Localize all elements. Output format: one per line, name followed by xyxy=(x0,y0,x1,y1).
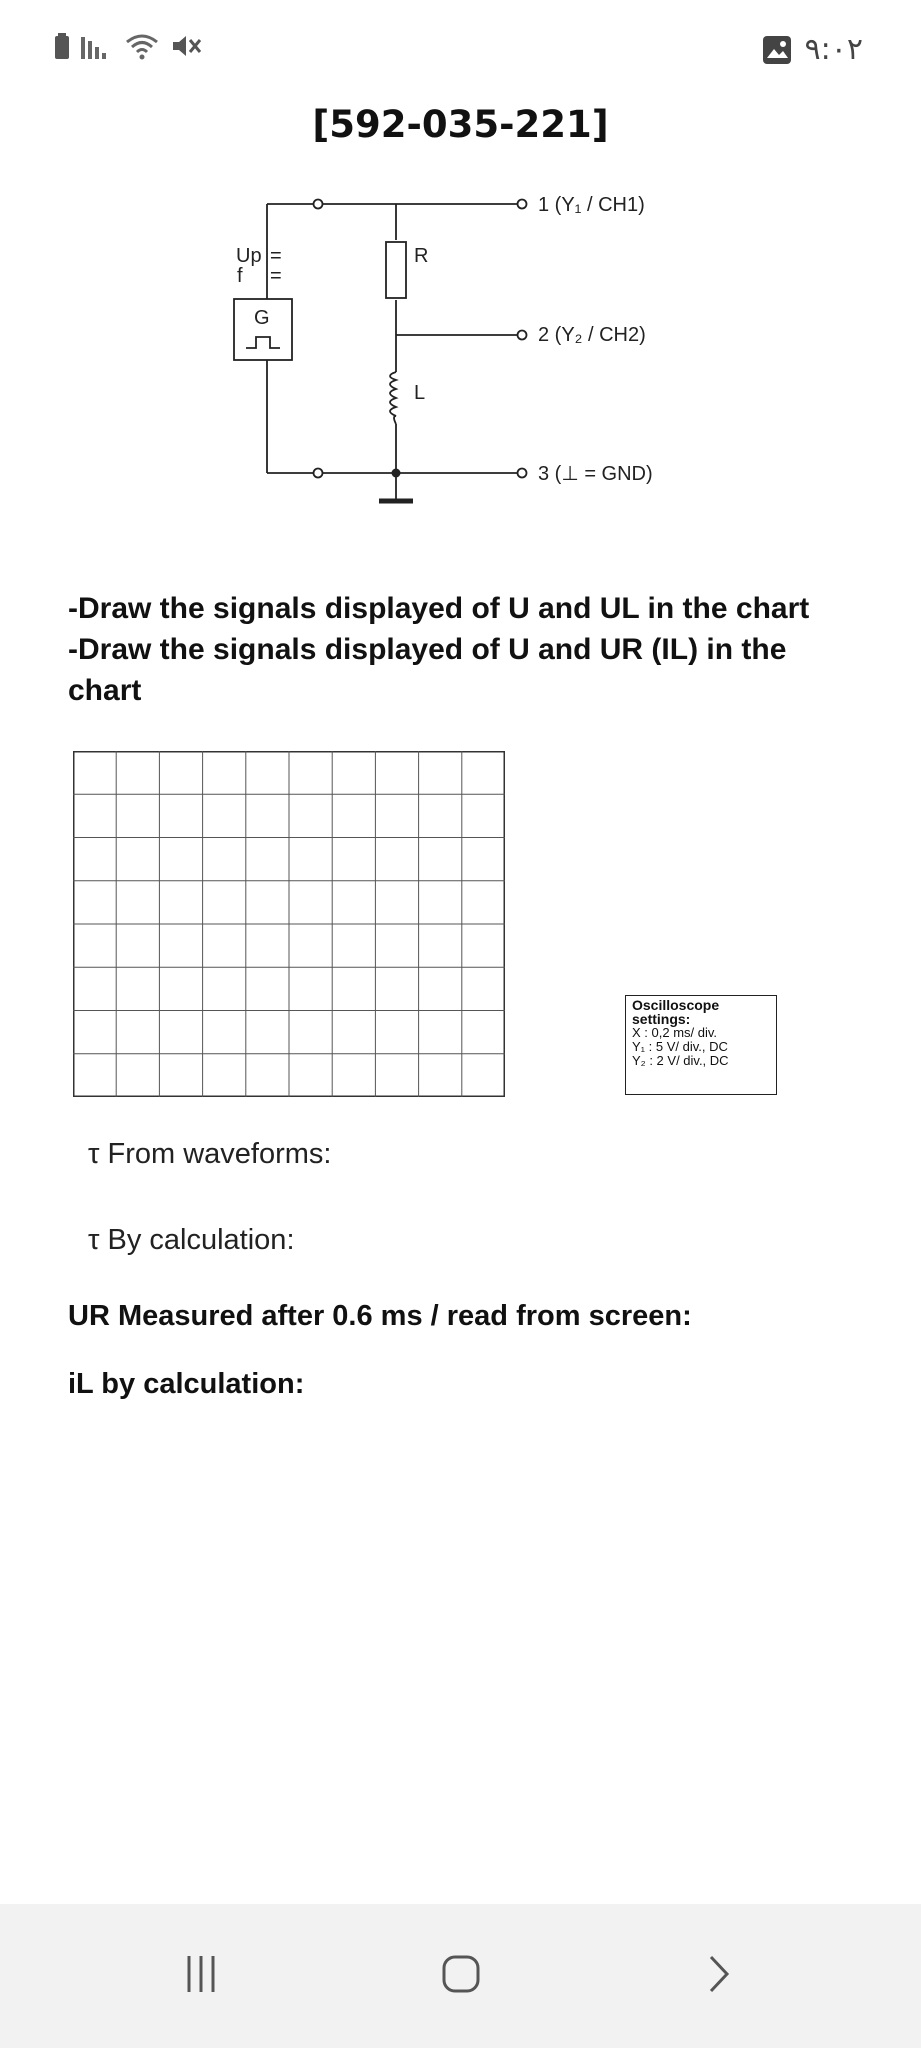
ur-measured: UR Measured after 0.6 ms / read from screen: xyxy=(68,1300,692,1332)
terminal-3-label: 3 (⊥ = GND) xyxy=(538,463,653,485)
osc-y2: Y₂ : 2 V/ div., DC xyxy=(632,1053,729,1068)
resistor-symbol xyxy=(386,242,406,298)
recent-apps-icon[interactable] xyxy=(183,1954,219,1994)
label-eq1: = xyxy=(270,245,282,267)
rl-circuit-diagram xyxy=(0,180,921,520)
label-up: Up xyxy=(236,245,262,267)
osc-x: X : 0,2 ms/ div. xyxy=(632,1025,718,1040)
instructions xyxy=(68,588,868,711)
oscilloscope-settings xyxy=(625,995,777,1095)
osc-heading-2: settings: xyxy=(632,1011,691,1027)
home-icon[interactable] xyxy=(441,1954,481,1994)
label-inductor: L xyxy=(414,382,426,404)
label-eq2: = xyxy=(270,265,282,287)
battery-icon xyxy=(55,33,69,59)
instruction-line-2: -Draw the signals displayed of U and UR (IL) in the chart xyxy=(68,633,787,707)
mute-icon xyxy=(171,32,203,60)
navigation-bar xyxy=(0,1904,921,2048)
back-icon[interactable] xyxy=(706,1954,732,1994)
inductor-symbol xyxy=(390,372,396,424)
tau-by-calculation: τ By calculation: xyxy=(88,1224,295,1256)
label-resistor: R xyxy=(414,245,429,267)
il-calculation: iL by calculation: xyxy=(68,1368,305,1400)
signal-icon xyxy=(81,33,113,59)
label-f: f xyxy=(237,265,243,287)
terminal-1-label: 1 (Y₁ / CH1) xyxy=(538,194,645,216)
osc-y1: Y₁ : 5 V/ div., DC xyxy=(632,1039,728,1054)
terminal-2-label: 2 (Y₂ / CH2) xyxy=(538,324,646,346)
oscilloscope-grid xyxy=(73,751,505,1097)
page-title: [592-035-221] xyxy=(312,103,609,146)
label-generator: G xyxy=(254,307,270,329)
gallery-icon xyxy=(763,36,791,64)
clock: ٩:٠٢ xyxy=(804,32,863,67)
osc-heading-1: Oscilloscope xyxy=(632,997,720,1013)
instruction-line-1: -Draw the signals displayed of U and UL in the chart xyxy=(68,592,810,625)
wifi-icon xyxy=(125,32,159,60)
tau-from-waveforms: τ From waveforms: xyxy=(88,1138,332,1170)
status-bar xyxy=(0,0,921,100)
